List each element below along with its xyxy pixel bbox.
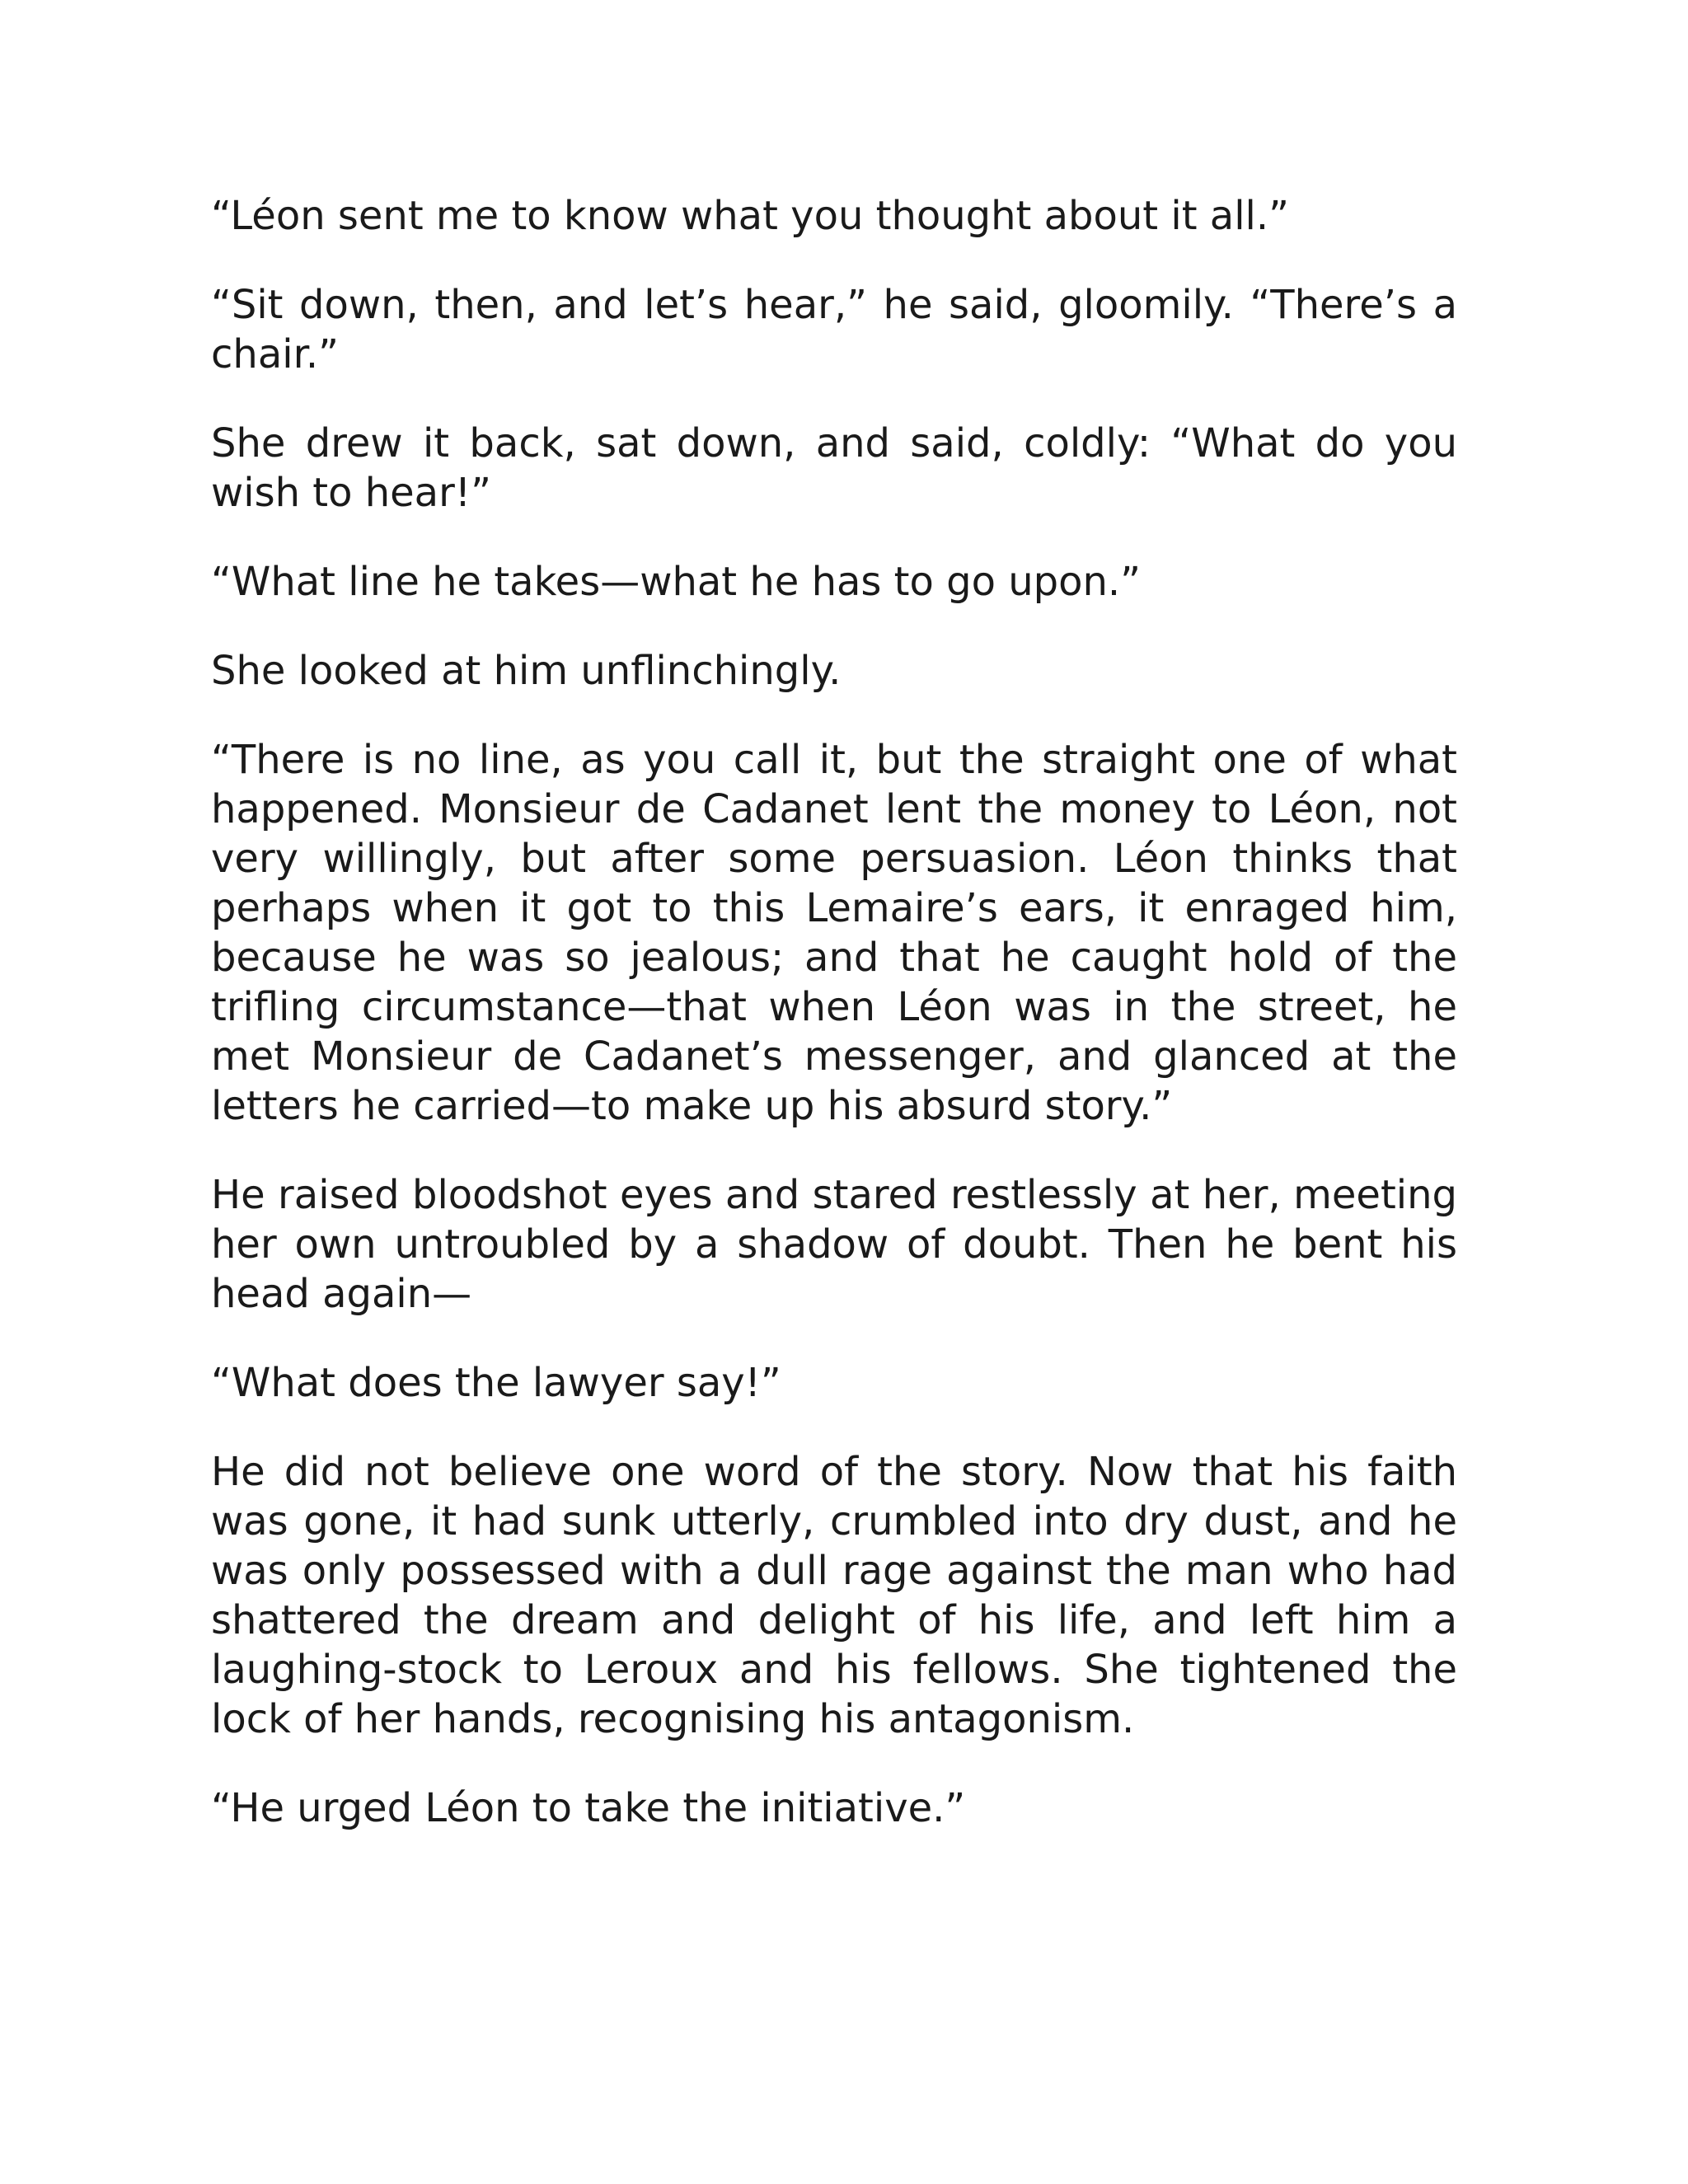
paragraph: He did not believe one word of the story. Now that his faith was gone, it had sunk utterly, crumbled into dry dust, and he was only possessed with a dull rage against the man who had shattered the dream and delight of his life, and left him a laughing-stock to Leroux and his fellows. She tightened the lock of her hands, recognising his antagonism. bbox=[211, 1449, 1457, 1742]
paragraph: She looked at him unflinchingly. bbox=[211, 648, 842, 694]
paragraph: “What line he takes—what he has to go upon.” bbox=[211, 559, 1142, 605]
paragraph: She drew it back, sat down, and said, coldly: “What do you wish to hear!” bbox=[211, 420, 1457, 516]
paragraph: He raised bloodshot eyes and stared restlessly at her, meeting her own untroubled by a shadow of doubt. Then he bent his head again— bbox=[211, 1172, 1457, 1317]
paragraph: “What does the lawyer say!” bbox=[211, 1360, 781, 1406]
paragraph: “Sit down, then, and let’s hear,” he said, gloomily. “There’s a chair.” bbox=[211, 282, 1457, 377]
document-page bbox=[211, 191, 1457, 1833]
paragraph: “Léon sent me to know what you thought about it all.” bbox=[211, 193, 1289, 239]
paragraph: “There is no line, as you call it, but the straight one of what happened. Monsieur de Cadanet lent the money to Léon, not very willingly, but after some persuasion. Léon thinks that perhaps when it got to this Lemaire’s ears, it enraged him, because he was so jealous; and that he caught hold of the trifling circumstance—that when Léon was in the street, he met Monsieur de Cadanet’s messenger, and glanced at the letters he carried—to make up his absurd story.” bbox=[211, 737, 1457, 1129]
paragraph: “He urged Léon to take the initiative.” bbox=[211, 1785, 966, 1831]
